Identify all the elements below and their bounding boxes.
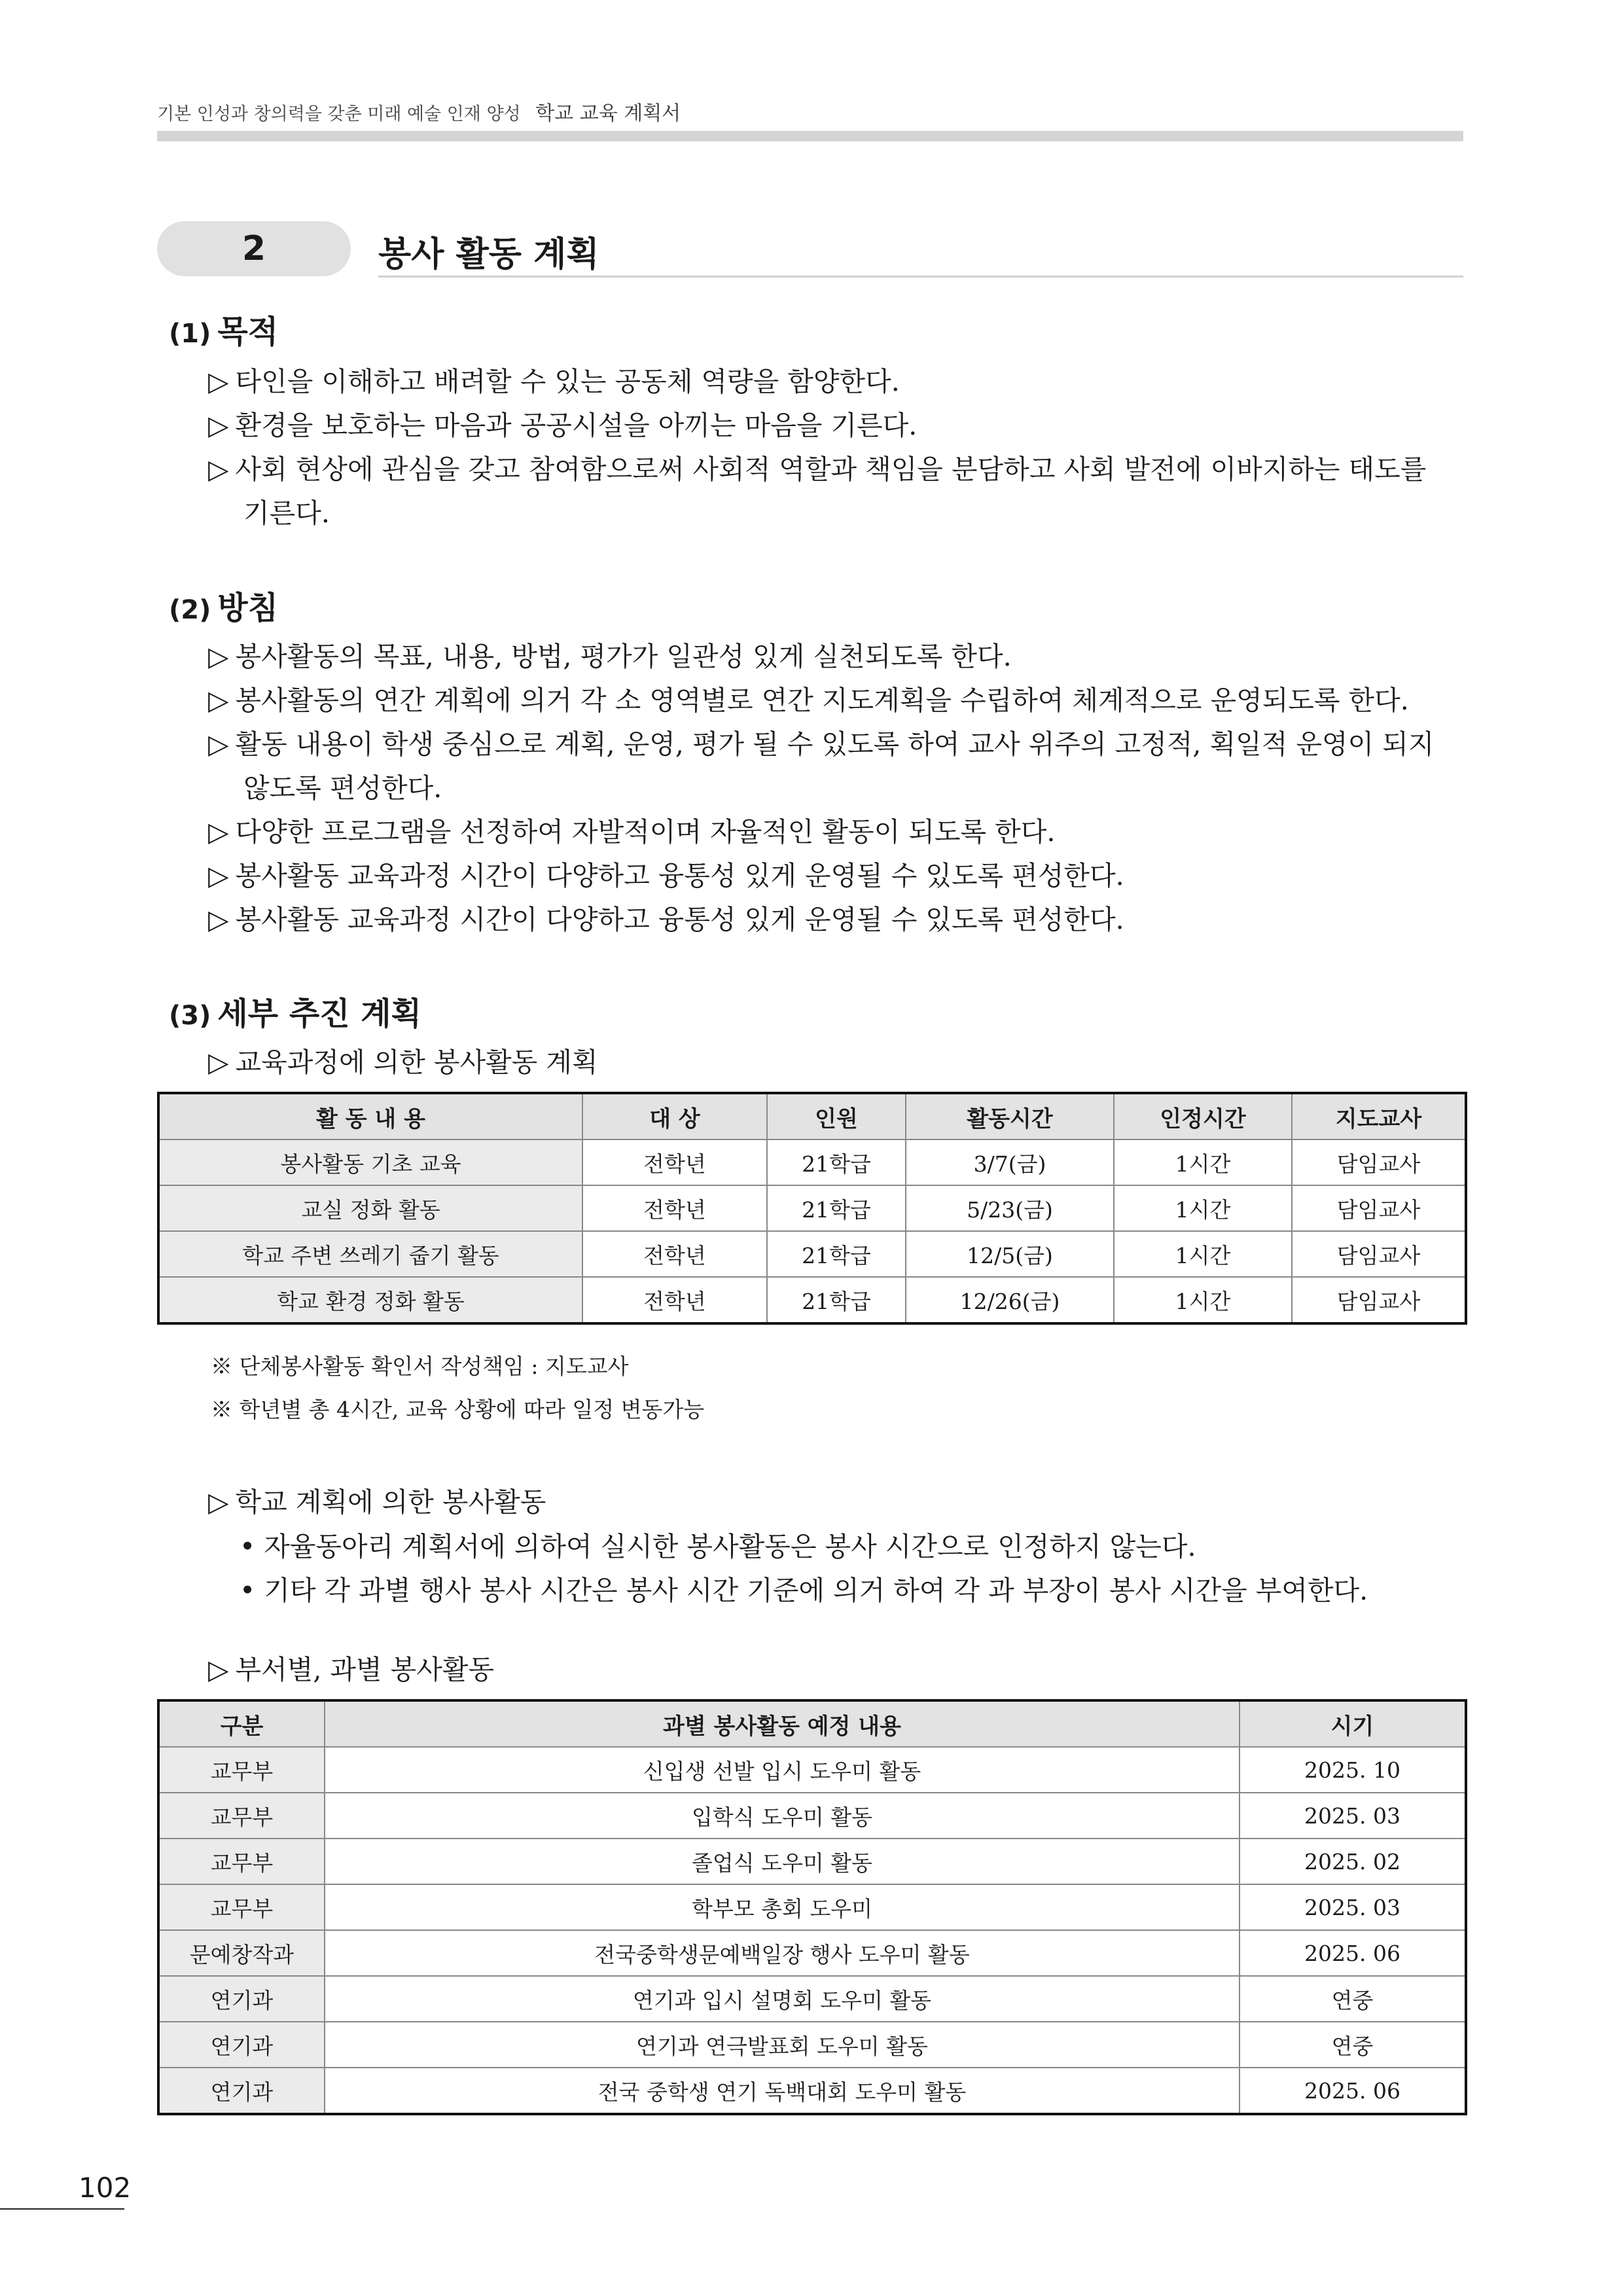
target-cell: 전학년 [582, 1185, 767, 1231]
date-cell: 5/23(금) [906, 1185, 1114, 1231]
header-subtitle: 기본 인성과 창의력을 갖춘 미래 예술 인재 양성 [157, 104, 521, 124]
table-row [158, 1747, 1466, 1793]
timing-cell: 2025. 06 [1240, 1930, 1466, 1976]
table-row [158, 2022, 1466, 2068]
policy-heading [169, 583, 278, 628]
curriculum-service-table [157, 1092, 1467, 1325]
timing-cell: 2025. 03 [1240, 1793, 1466, 1839]
date-cell: 3/7(금) [906, 1139, 1114, 1185]
timing-cell: 연중 [1240, 2022, 1466, 2068]
triangle-bullet-icon: ▷ [208, 860, 229, 891]
division-cell: 연기과 [158, 2022, 325, 2068]
table-row [158, 1884, 1466, 1930]
purpose-item: ▷ 타인을 이해하고 배려할 수 있는 공동체 역량을 함양한다. [208, 366, 900, 397]
column-header-target: 대 상 [582, 1093, 767, 1139]
school-plan-heading: ▷ 학교 계획에 의한 봉사활동 [208, 1486, 546, 1518]
triangle-bullet-icon: ▷ [208, 1486, 229, 1518]
activity-cell: 연기과 연극발표회 도우미 활동 [325, 2022, 1240, 2068]
policy-item: ▷ 봉사활동의 연간 계획에 의거 각 소 영역별로 연간 지도계획을 수립하여 체계적으로 운영되도록 한다. [208, 685, 1409, 716]
triangle-bullet-icon: ▷ [208, 816, 229, 848]
column-header-division: 구분 [158, 1700, 325, 1747]
school-plan-item: • 기타 각 과별 행사 봉사 시간은 봉사 시간 기준에 의거 하여 각 과 부장이 봉사 시간을 부여한다. [240, 1575, 1368, 1606]
activity-cell: 학부모 총회 도우미 [325, 1884, 1240, 1930]
purpose-item-continued: 기른다. [243, 497, 330, 529]
date-cell: 12/5(금) [906, 1231, 1114, 1277]
table-row [158, 1139, 1466, 1185]
activity-cell: 교실 정화 활동 [158, 1185, 582, 1231]
activity-cell: 연기과 입시 설명회 도우미 활동 [325, 1976, 1240, 2022]
page-number: 102 [79, 2172, 132, 2204]
headcount-cell: 21학급 [767, 1231, 906, 1277]
supervisor-cell: 담임교사 [1292, 1185, 1466, 1231]
running-header [157, 97, 681, 126]
target-cell: 전학년 [582, 1139, 767, 1185]
triangle-bullet-icon: ▷ [208, 685, 229, 716]
column-header-planned-activity: 과별 봉사활동 예정 내용 [325, 1700, 1240, 1747]
section-title: 봉사 활동 계획 [378, 235, 599, 274]
activity-cell: 학교 주변 쓰레기 줍기 활동 [158, 1231, 582, 1277]
note: ※ 단체봉사활동 확인서 작성책임 : 지도교사 [211, 1354, 629, 1379]
division-cell: 교무부 [158, 1839, 325, 1884]
table-row [158, 1976, 1466, 2022]
division-cell: 교무부 [158, 1884, 325, 1930]
division-cell: 문예창작과 [158, 1930, 325, 1976]
purpose-title: 목적 [217, 314, 279, 350]
activity-cell: 봉사활동 기초 교육 [158, 1139, 582, 1185]
activity-cell: 학교 환경 정화 활동 [158, 1277, 582, 1323]
triangle-bullet-icon: ▷ [208, 410, 229, 441]
policy-item: ▷ 다양한 프로그램을 선정하여 자발적이며 자율적인 활동이 되도록 한다. [208, 816, 1056, 848]
triangle-bullet-icon: ▷ [208, 728, 229, 760]
policy-item: ▷ 봉사활동의 목표, 내용, 방법, 평가가 일관성 있게 실천되도록 한다. [208, 641, 1012, 672]
triangle-bullet-icon: ▷ [208, 641, 229, 672]
activity-cell: 전국중학생문예백일장 행사 도우미 활동 [325, 1930, 1240, 1976]
table-header-row [158, 1700, 1466, 1747]
target-cell: 전학년 [582, 1231, 767, 1277]
policy-item: ▷ 활동 내용이 학생 중심으로 계획, 운영, 평가 될 수 있도록 하여 교사 위주의 고정적, 획일적 운영이 되지 [208, 728, 1435, 760]
headcount-cell: 21학급 [767, 1277, 906, 1323]
division-cell: 교무부 [158, 1793, 325, 1839]
headcount-cell: 21학급 [767, 1185, 906, 1231]
triangle-bullet-icon: ▷ [208, 1047, 229, 1078]
policy-title: 방침 [217, 590, 279, 626]
purpose-number: (1) [169, 319, 211, 349]
activity-cell: 신입생 선발 입시 도우미 활동 [325, 1747, 1240, 1793]
plan-heading [169, 988, 421, 1033]
purpose-item: ▷ 사회 현상에 관심을 갖고 참여함으로써 사회적 역할과 책임을 분담하고 사회 발전에 이바지하는 태도를 [208, 454, 1427, 485]
table-header-row [158, 1093, 1466, 1139]
table-row [158, 2068, 1466, 2114]
column-header-activity-date: 활동시간 [906, 1093, 1114, 1139]
timing-cell: 2025. 03 [1240, 1884, 1466, 1930]
column-header-timing: 시기 [1240, 1700, 1466, 1747]
headcount-cell: 21학급 [767, 1139, 906, 1185]
hours-cell: 1시간 [1114, 1277, 1292, 1323]
table-row [158, 1185, 1466, 1231]
policy-number: (2) [169, 595, 211, 625]
triangle-bullet-icon: ▷ [208, 366, 229, 397]
curriculum-heading: ▷ 교육과정에 의한 봉사활동 계획 [208, 1047, 598, 1078]
division-cell: 연기과 [158, 2068, 325, 2114]
column-header-activity: 활 동 내 용 [158, 1093, 582, 1139]
table-row [158, 1930, 1466, 1976]
header-title: 학교 교육 계획서 [535, 102, 681, 125]
timing-cell: 연중 [1240, 1976, 1466, 2022]
hours-cell: 1시간 [1114, 1139, 1292, 1185]
triangle-bullet-icon: ▷ [208, 1654, 229, 1685]
supervisor-cell: 담임교사 [1292, 1231, 1466, 1277]
table-row [158, 1277, 1466, 1323]
timing-cell: 2025. 02 [1240, 1839, 1466, 1884]
column-header-credited-hours: 인정시간 [1114, 1093, 1292, 1139]
activity-cell: 입학식 도우미 활동 [325, 1793, 1240, 1839]
activity-cell: 졸업식 도우미 활동 [325, 1839, 1240, 1884]
purpose-heading [169, 306, 278, 351]
hours-cell: 1시간 [1114, 1185, 1292, 1231]
table-row [158, 1231, 1466, 1277]
timing-cell: 2025. 06 [1240, 2068, 1466, 2114]
policy-item-continued: 않도록 편성한다. [243, 772, 442, 804]
plan-number: (3) [169, 1001, 211, 1031]
timing-cell: 2025. 10 [1240, 1747, 1466, 1793]
note: ※ 학년별 총 4시간, 교육 상황에 따라 일정 변동가능 [211, 1397, 705, 1422]
table-row [158, 1793, 1466, 1839]
school-plan-item: • 자율동아리 계획서에 의하여 실시한 봉사활동은 봉사 시간으로 인정하지 않는다. [240, 1531, 1196, 1562]
plan-title: 세부 추진 계획 [217, 996, 422, 1032]
hours-cell: 1시간 [1114, 1231, 1292, 1277]
triangle-bullet-icon: ▷ [208, 454, 229, 485]
policy-item: ▷ 봉사활동 교육과정 시간이 다양하고 융통성 있게 운영될 수 있도록 편성한다. [208, 860, 1124, 891]
page-number-rule [0, 2208, 124, 2210]
date-cell: 12/26(금) [906, 1277, 1114, 1323]
department-service-table [157, 1699, 1467, 2115]
column-header-supervisor: 지도교사 [1292, 1093, 1466, 1139]
section-number: 2 [157, 221, 351, 276]
section-divider [378, 276, 1463, 278]
supervisor-cell: 담임교사 [1292, 1139, 1466, 1185]
column-header-headcount: 인원 [767, 1093, 906, 1139]
policy-item: ▷ 봉사활동 교육과정 시간이 다양하고 융통성 있게 운영될 수 있도록 편성한다. [208, 904, 1124, 935]
triangle-bullet-icon: ▷ [208, 904, 229, 935]
purpose-item: ▷ 환경을 보호하는 마음과 공공시설을 아끼는 마음을 기른다. [208, 410, 918, 441]
header-bar [157, 131, 1463, 141]
table-row [158, 1839, 1466, 1884]
division-cell: 교무부 [158, 1747, 325, 1793]
division-cell: 연기과 [158, 1976, 325, 2022]
target-cell: 전학년 [582, 1277, 767, 1323]
supervisor-cell: 담임교사 [1292, 1277, 1466, 1323]
dept-heading: ▷ 부서별, 과별 봉사활동 [208, 1654, 495, 1685]
activity-cell: 전국 중학생 연기 독백대회 도우미 활동 [325, 2068, 1240, 2114]
